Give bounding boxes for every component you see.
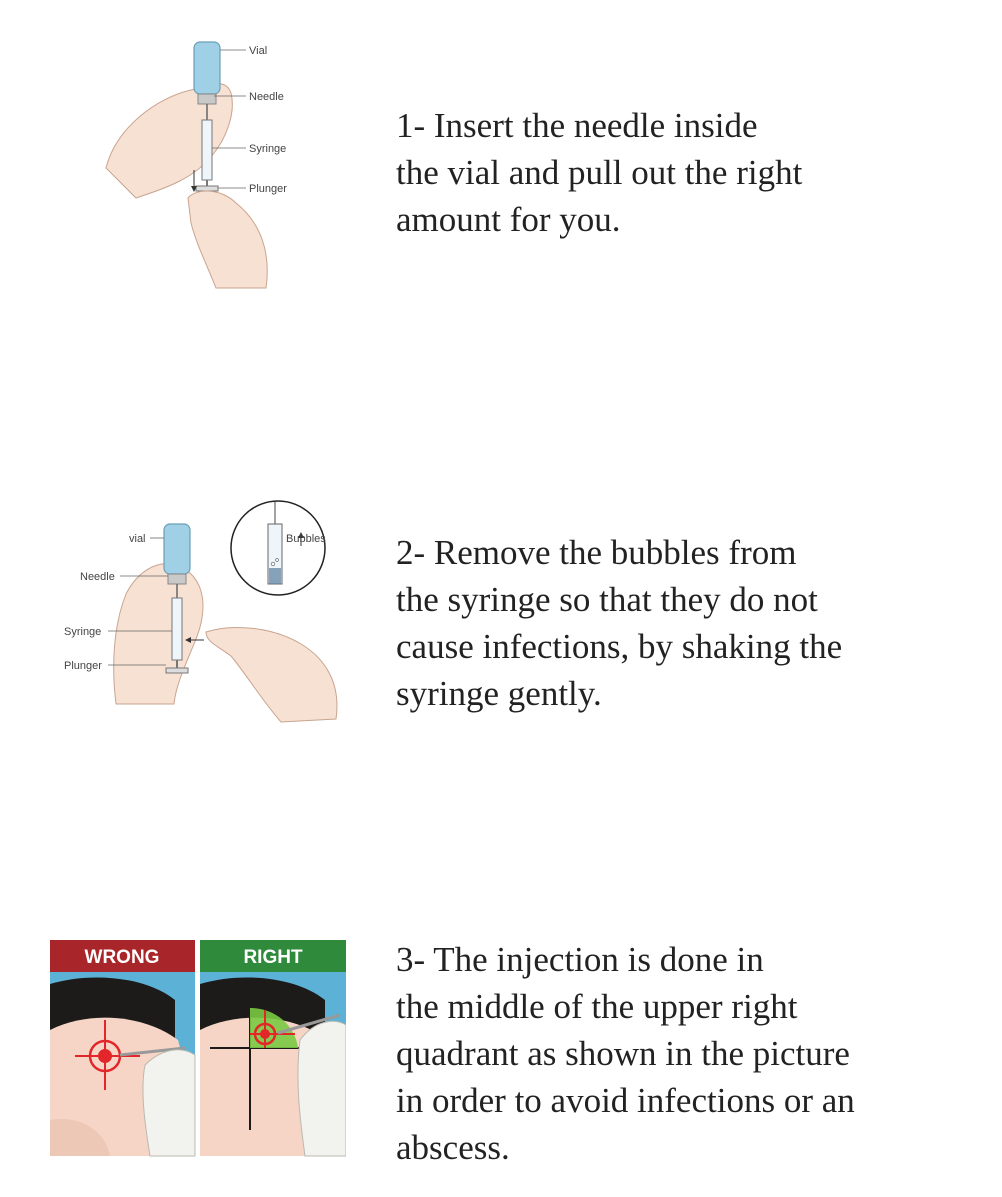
step1-line: amount for you.: [396, 200, 621, 239]
wrong-panel: [50, 940, 195, 1156]
step3-text: [396, 936, 855, 1171]
step2-text: [396, 529, 842, 717]
label-plunger: Plunger: [64, 660, 102, 672]
label-vial: vial: [129, 533, 146, 545]
label-bubbles: Bubbles: [286, 533, 326, 545]
step3-line: quadrant as shown in the picture: [396, 1034, 850, 1073]
step3-line: in order to avoid infections or an: [396, 1081, 855, 1120]
step2-illustration: [56, 494, 346, 734]
tapping-hand: [206, 628, 337, 722]
label-vial: Vial: [249, 45, 268, 57]
label-syringe: Syringe: [64, 626, 102, 638]
step3-line: 3- The injection is done in: [396, 940, 764, 979]
step3-illustration: [50, 940, 346, 1158]
step2-line: 2- Remove the bubbles from: [396, 533, 797, 572]
syringe-barrel: [202, 120, 212, 180]
step1-illustration: [96, 38, 306, 293]
step1-text: [396, 102, 802, 243]
step3-line: the middle of the upper right: [396, 987, 798, 1026]
right-panel: [200, 940, 346, 1156]
step1-line: 1- Insert the needle inside: [396, 106, 758, 145]
step1-line: the vial and pull out the right: [396, 153, 803, 192]
step2-line: the syringe so that they do not: [396, 580, 818, 619]
vial-body: [164, 524, 190, 574]
label-syringe: Syringe: [249, 143, 287, 155]
step2-line: cause infections, by shaking the: [396, 627, 843, 666]
vial-body: [194, 42, 220, 94]
wrong-label: WRONG: [84, 947, 160, 968]
syringe-barrel: [172, 598, 182, 660]
step3-line: abscess.: [396, 1128, 510, 1167]
label-plunger: Plunger: [249, 183, 287, 195]
label-needle: Needle: [80, 571, 115, 583]
right-label: RIGHT: [243, 947, 303, 968]
label-needle: Needle: [249, 91, 284, 103]
step2-line: syringe gently.: [396, 674, 602, 713]
syringe-plunger: [196, 186, 218, 191]
lower-hand: [188, 191, 267, 288]
syringe-plunger: [166, 668, 188, 673]
holding-hand: [114, 564, 203, 704]
